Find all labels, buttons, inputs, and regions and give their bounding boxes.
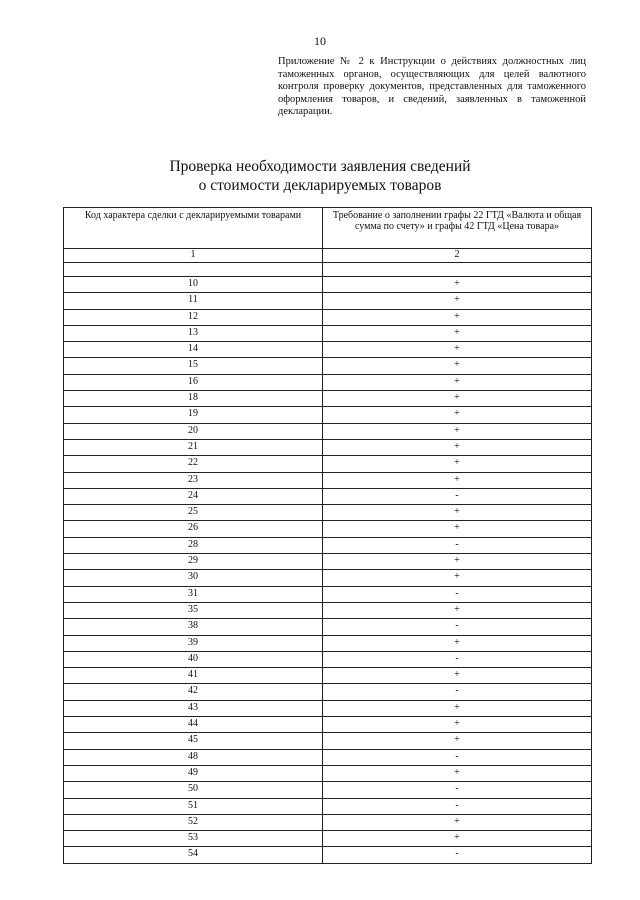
requirement-cell: + [323,277,592,293]
table-row [64,391,592,407]
page-number: 10 [314,34,326,48]
requirement-cell: + [323,570,592,586]
requirement-cell: + [323,814,592,830]
deal-code-cell: 41 [64,668,323,684]
deal-code-cell: 26 [64,521,323,537]
deal-code-cell: 15 [64,358,323,374]
spacer-cell [323,263,592,277]
requirement-cell: - [323,749,592,765]
table-row [64,407,592,423]
deal-code-cell: 53 [64,831,323,847]
header-requirement: Требование о заполнении графы 22 ГТД «Валюта и общая сумма по счету» и графы 42 ГТД «Цена товара» [323,208,592,249]
title-line-2: о стоимости декларируемых товаров [198,177,442,194]
table-row [64,505,592,521]
table-row [64,668,592,684]
requirement-cell: - [323,782,592,798]
requirement-cell: + [323,325,592,341]
table-row [64,602,592,618]
requirement-cell: + [323,293,592,309]
table-row [64,277,592,293]
deal-code-cell: 14 [64,342,323,358]
requirement-cell: + [323,700,592,716]
table-row [64,717,592,733]
deal-code-cell: 31 [64,586,323,602]
requirement-cell: - [323,651,592,667]
table-row [64,325,592,341]
deal-code-cell: 23 [64,472,323,488]
table-row [64,749,592,765]
requirement-cell: + [323,831,592,847]
deal-code-cell: 48 [64,749,323,765]
table-row [64,293,592,309]
deal-code-cell: 52 [64,814,323,830]
table-row [64,472,592,488]
deal-code-cell: 44 [64,717,323,733]
table-row [64,423,592,439]
table-row [64,831,592,847]
deal-code-cell: 43 [64,700,323,716]
table-row [64,358,592,374]
requirement-cell: + [323,439,592,455]
requirement-cell: + [323,472,592,488]
table-row [64,570,592,586]
deal-code-cell: 40 [64,651,323,667]
spacer-cell [64,263,323,277]
deal-code-cell: 18 [64,391,323,407]
table-row [64,635,592,651]
deal-code-cell: 24 [64,488,323,504]
table-row [64,342,592,358]
requirement-cell: + [323,391,592,407]
table-row [64,456,592,472]
requirement-cell: + [323,505,592,521]
requirement-cell: - [323,619,592,635]
deal-code-cell: 30 [64,570,323,586]
requirement-cell: + [323,733,592,749]
spacer-row [64,263,592,277]
requirement-cell: - [323,586,592,602]
table-row [64,798,592,814]
deal-code-cell: 20 [64,423,323,439]
deal-code-cell: 13 [64,325,323,341]
requirement-cell: - [323,847,592,863]
deal-code-cell: 50 [64,782,323,798]
requirement-cell: + [323,554,592,570]
requirement-cell: + [323,456,592,472]
deal-code-cell: 10 [64,277,323,293]
table-row [64,586,592,602]
requirement-cell: + [323,717,592,733]
requirement-cell: + [323,765,592,781]
deal-code-cell: 45 [64,733,323,749]
column-number-row [64,249,592,263]
deal-code-cell: 38 [64,619,323,635]
table-row [64,309,592,325]
table-row [64,521,592,537]
requirement-cell: + [323,342,592,358]
title-line-1: Проверка необходимости заявления сведений [169,158,471,175]
table-row [64,488,592,504]
requirement-cell: + [323,635,592,651]
table-row [64,554,592,570]
table-row [64,814,592,830]
deal-code-cell: 51 [64,798,323,814]
requirement-cell: + [323,407,592,423]
deal-code-cell: 49 [64,765,323,781]
table-row [64,765,592,781]
deal-code-cell: 42 [64,684,323,700]
table-row [64,847,592,863]
deal-code-cell: 25 [64,505,323,521]
table-row [64,651,592,667]
requirement-cell: - [323,537,592,553]
requirements-table [63,207,592,864]
table-row [64,619,592,635]
deal-code-cell: 29 [64,554,323,570]
table-row [64,439,592,455]
appendix-note: Приложение № 2 к Инструкции о действиях должностных лиц таможенных органов, осуществляющих для целей валютного контроля проверку документов, представленных для таможенного оформления товаров, и сведений, заявленных в таможенной декларации. [278,56,586,117]
requirement-cell: + [323,423,592,439]
requirement-cell: + [323,358,592,374]
deal-code-cell: 28 [64,537,323,553]
requirement-cell: - [323,684,592,700]
deal-code-cell: 22 [64,456,323,472]
column-number-2: 2 [323,249,592,263]
requirement-cell: + [323,309,592,325]
table-row [64,684,592,700]
deal-code-cell: 54 [64,847,323,863]
table-row [64,700,592,716]
deal-code-cell: 12 [64,309,323,325]
table-header-row [64,208,592,249]
deal-code-cell: 35 [64,602,323,618]
requirement-cell: + [323,374,592,390]
requirement-cell: + [323,668,592,684]
column-number-1: 1 [64,249,323,263]
requirement-cell: + [323,521,592,537]
table-row [64,537,592,553]
document-title [0,157,640,195]
deal-code-cell: 16 [64,374,323,390]
requirement-cell: - [323,488,592,504]
requirement-cell: + [323,602,592,618]
header-deal-code: Код характера сделки с декларируемыми товарами [64,208,323,249]
table-row [64,782,592,798]
table-row [64,733,592,749]
table-row [64,374,592,390]
deal-code-cell: 21 [64,439,323,455]
requirement-cell: - [323,798,592,814]
deal-code-cell: 11 [64,293,323,309]
deal-code-cell: 39 [64,635,323,651]
deal-code-cell: 19 [64,407,323,423]
